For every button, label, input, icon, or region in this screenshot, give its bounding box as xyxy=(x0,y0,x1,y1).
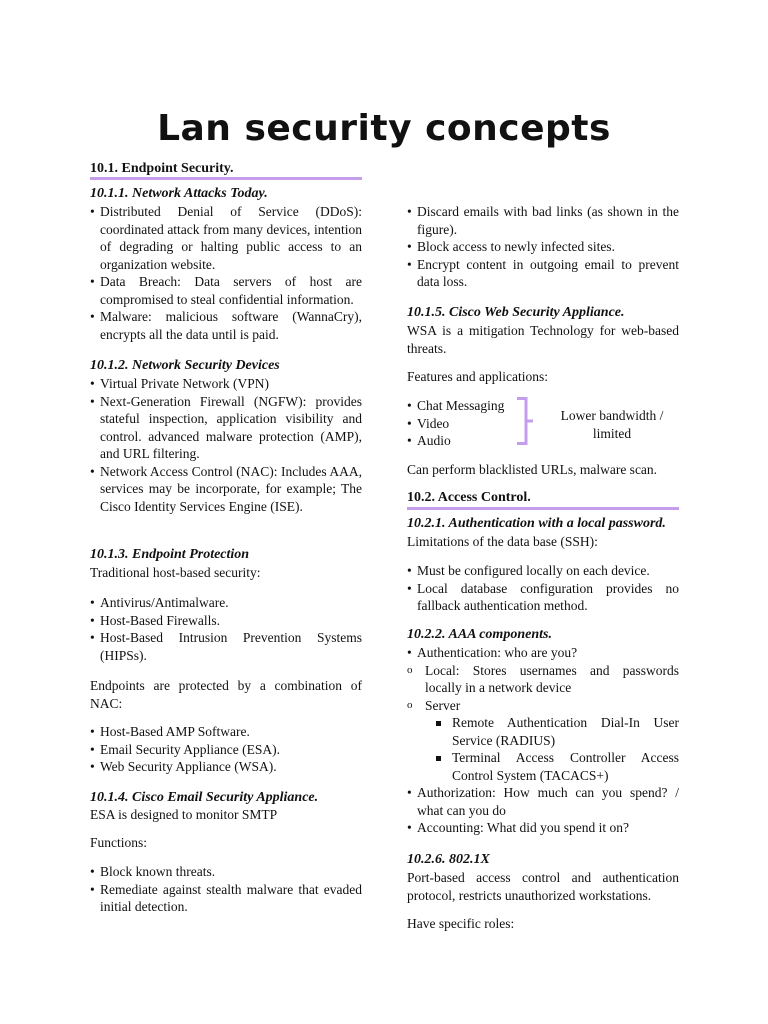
list-item: • Remediate against stealth malware that evaded initial detection. xyxy=(90,881,362,916)
aaa-components xyxy=(407,644,679,837)
bracket-icon xyxy=(516,397,534,445)
section-heading-10-1: 10.1. Endpoint Security. xyxy=(90,161,234,176)
list-item: • Must be configured locally on each device. xyxy=(407,562,679,580)
paragraph: Limitations of the data base (SSH): xyxy=(407,534,598,549)
paragraph: Can perform blacklisted URLs, malware scan. xyxy=(407,462,658,477)
paragraph: Traditional host-based security: xyxy=(90,565,261,580)
list-item: • Local database configuration provides no fallback authentication method. xyxy=(407,580,679,615)
subsection-heading-10-1-5: 10.1.5. Cisco Web Security Appliance. xyxy=(407,305,625,320)
paragraph: WSA is a mitigation Technology for web-based threats. xyxy=(407,323,679,356)
esa-functions-continued-list xyxy=(407,203,679,291)
list-item: • Host-Based Firewalls. xyxy=(90,612,362,630)
local-password-limitations-list xyxy=(407,562,679,615)
subsection-heading-10-2-6: 10.2.6. 802.1X xyxy=(407,852,490,867)
aaa-authentication-list xyxy=(407,644,679,662)
list-item: • Audio xyxy=(407,432,517,450)
list-item: • Accounting: What did you spend it on? xyxy=(407,819,679,837)
list-item: • Data Breach: Data servers of host are compromised to steal confidential information. xyxy=(90,273,362,308)
subsection-heading-10-1-4: 10.1.4. Cisco Email Security Appliance. xyxy=(90,790,319,805)
list-item: o Local: Stores usernames and passwords locally in a network device xyxy=(407,662,679,695)
list-item: • Host-Based Intrusion Prevention Systems (HIPSs). xyxy=(90,629,362,664)
list-item: • Video xyxy=(407,415,517,433)
list-item: • Network Access Control (NAC): Includes AAA, services may be incorporate, for example; The Cisco Identity Services Engine (ISE). xyxy=(90,463,362,516)
subsection-heading-10-2-2: 10.2.2. AAA components. xyxy=(407,627,552,642)
section-divider xyxy=(407,507,679,510)
list-item: • Antivirus/Antimalware. xyxy=(90,594,362,612)
list-item: • Encrypt content in outgoing email to prevent data loss. xyxy=(407,256,679,291)
list-item: o Server xyxy=(407,697,461,713)
paragraph: Features and applications: xyxy=(407,369,548,384)
list-item: • Next-Generation Firewall (NGFW): provides stateful inspection, application visibility and control. advanced malware protection (AMP), and URL filtering. xyxy=(90,393,362,463)
authentication-methods-list xyxy=(407,662,679,715)
list-item: • Block known threats. xyxy=(90,863,362,881)
list-item: Terminal Access Controller Access Control System (TACACS+) xyxy=(407,749,679,784)
list-item: • Distributed Denial of Service (DDoS): coordinated attack from many devices, intention of degrading or halting public access to an organization website. xyxy=(90,203,362,273)
wsa-features-list xyxy=(407,397,517,450)
aaa-other-list xyxy=(407,784,679,837)
subsection-heading-10-2-1: 10.2.1. Authentication with a local password. xyxy=(407,516,666,531)
host-security-list xyxy=(90,594,362,664)
list-item: • Authorization: How much can you spend? / what can you do xyxy=(407,784,679,819)
section-heading-10-2: 10.2. Access Control. xyxy=(407,490,531,505)
page-title: Lan security concepts xyxy=(157,108,611,149)
section-divider xyxy=(90,177,362,180)
esa-functions-list xyxy=(90,863,362,916)
subsection-heading-10-1-1: 10.1.1. Network Attacks Today. xyxy=(90,186,268,201)
list-item: • Web Security Appliance (WSA). xyxy=(90,758,362,776)
list-item: • Discard emails with bad links (as shown in the figure). xyxy=(407,203,679,238)
list-item: • Authentication: who are you? xyxy=(407,644,679,662)
nac-list xyxy=(90,723,362,776)
paragraph: Port-based access control and authentication protocol, restricts unauthorized workstations. xyxy=(407,870,679,903)
list-item: • Virtual Private Network (VPN) xyxy=(90,375,362,393)
bracket-note: Lower bandwidth / limited xyxy=(560,408,664,441)
paragraph: Have specific roles: xyxy=(407,916,515,931)
list-item: • Malware: malicious software (WannaCry), encrypts all the data until is paid. xyxy=(90,308,362,343)
paragraph: Functions: xyxy=(90,835,148,850)
list-item: Remote Authentication Dial-In User Service (RADIUS) xyxy=(407,714,679,749)
subsection-heading-10-1-2: 10.1.2. Network Security Devices xyxy=(90,358,280,373)
circle-bullet-icon: o xyxy=(407,663,413,676)
paragraph: Endpoints are protected by a combination of NAC: xyxy=(90,678,362,711)
server-types-list xyxy=(407,714,679,784)
paragraph: ESA is designed to monitor SMTP xyxy=(90,807,278,822)
list-item: • Block access to newly infected sites. xyxy=(407,238,679,256)
circle-bullet-icon: o xyxy=(407,698,413,711)
list-item: • Host-Based AMP Software. xyxy=(90,723,362,741)
security-devices-list xyxy=(90,375,362,515)
network-attacks-list xyxy=(90,203,362,343)
subsection-heading-10-1-3: 10.1.3. Endpoint Protection xyxy=(90,547,250,562)
list-item: • Email Security Appliance (ESA). xyxy=(90,741,362,759)
list-item: • Chat Messaging xyxy=(407,397,517,415)
